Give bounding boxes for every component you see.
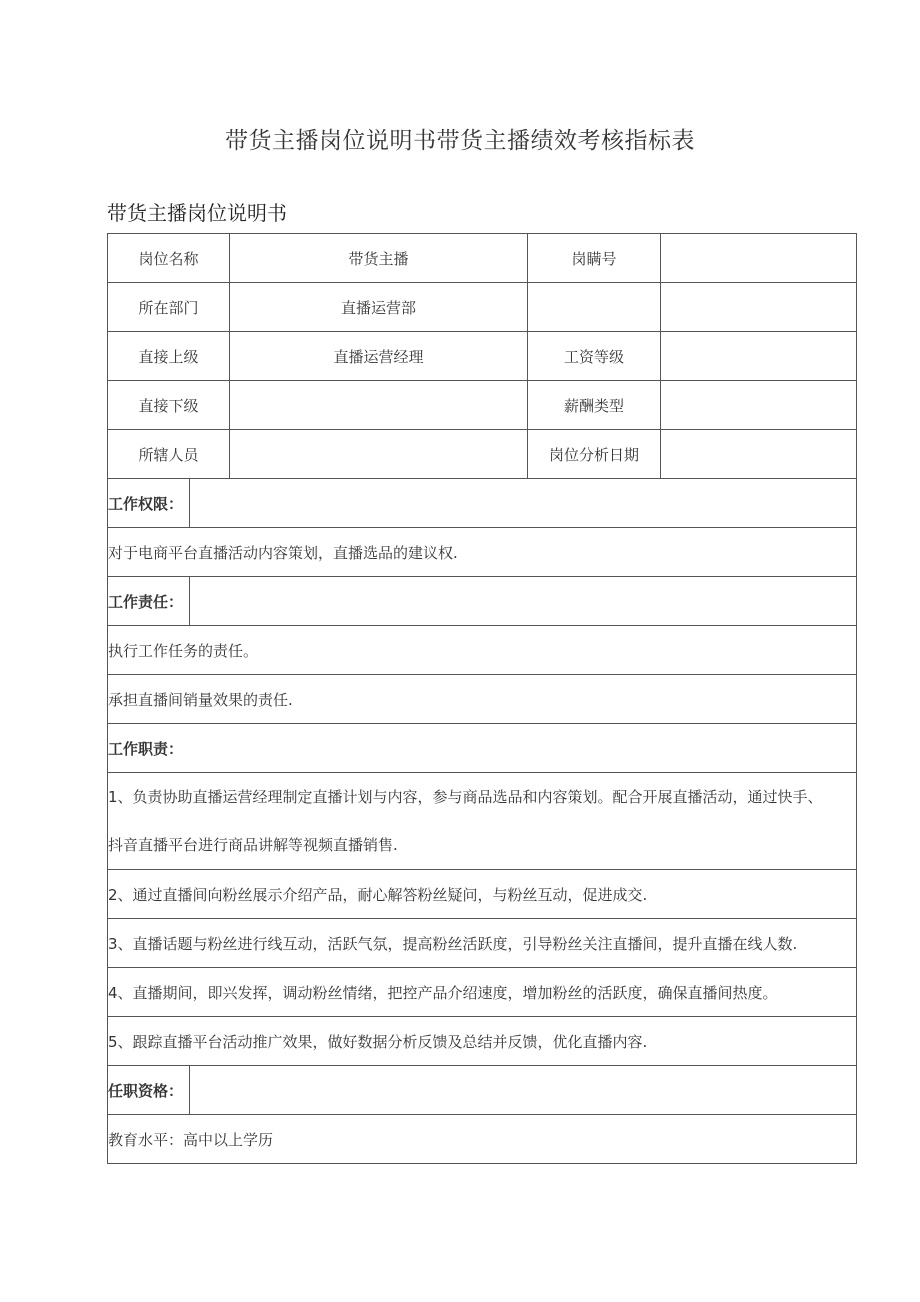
responsibility-item: 承担直播间销量效果的责任. <box>108 675 857 724</box>
empty-cell <box>190 577 857 626</box>
info-row <box>108 381 857 430</box>
text-row <box>108 919 857 968</box>
duty-item: 3、直播话题与粉丝进行线互动，活跃气氛，提高粉丝活跃度，引导粉丝关注直播间，提升直播在线人数. <box>108 919 857 968</box>
empty-cell <box>190 479 857 528</box>
duty-item: 5、跟踪直播平台活动推广效果，做好数据分析反馈及总结并反馈，优化直播内容. <box>108 1017 857 1066</box>
field-value <box>661 381 857 430</box>
info-row <box>108 234 857 283</box>
duty-item-line: 1、负责协助直播运营经理制定直播计划与内容，参与商品选品和内容策划。配合开展直播活动，通过快手、 <box>108 788 823 806</box>
field-label: 岗位分析日期 <box>528 430 661 479</box>
authority-label: 工作权限： <box>108 479 190 528</box>
field-value: 直播运营经理 <box>230 332 528 381</box>
duty-item-line: 抖音直播平台进行商品讲解等视频直播销售. <box>108 836 398 854</box>
text-row <box>108 675 857 724</box>
section-header-row <box>108 479 857 528</box>
field-label: 岗位名称 <box>108 234 230 283</box>
field-label: 工资等级 <box>528 332 661 381</box>
field-value <box>661 283 857 332</box>
info-row <box>108 283 857 332</box>
duty-item <box>108 773 857 870</box>
text-row <box>108 870 857 919</box>
field-label: 薪酬类型 <box>528 381 661 430</box>
field-label <box>528 283 661 332</box>
authority-item: 对于电商平台直播活动内容策划，直播选品的建议权. <box>108 528 857 577</box>
field-label: 所辖人员 <box>108 430 230 479</box>
info-row <box>108 332 857 381</box>
section-header-row <box>108 724 857 773</box>
responsibility-label: 工作责任： <box>108 577 190 626</box>
section-header-row <box>108 577 857 626</box>
text-row <box>108 1017 857 1066</box>
field-label: 直接上级 <box>108 332 230 381</box>
field-value <box>230 430 528 479</box>
field-value <box>661 234 857 283</box>
duties-label: 工作职责： <box>108 724 857 773</box>
duty-item: 2、通过直播间向粉丝展示介绍产品，耐心解答粉丝疑问，与粉丝互动，促进成交. <box>108 870 857 919</box>
info-row <box>108 430 857 479</box>
field-label: 岗瞒号 <box>528 234 661 283</box>
text-row <box>108 528 857 577</box>
field-value: 直播运营部 <box>230 283 528 332</box>
qualification-item: 教育水平：高中以上学历 <box>108 1115 857 1164</box>
text-row <box>108 1115 857 1164</box>
text-row <box>108 968 857 1017</box>
job-description-table <box>107 233 857 1164</box>
field-value: 带货主播 <box>230 234 528 283</box>
field-value <box>230 381 528 430</box>
empty-cell <box>190 1066 857 1115</box>
duty-item: 4、直播期间，即兴发挥，调动粉丝情绪，把控产品介绍速度，增加粉丝的活跃度，确保直播间热度。 <box>108 968 857 1017</box>
field-value <box>661 332 857 381</box>
qualification-label: 任职资格： <box>108 1066 190 1115</box>
responsibility-item: 执行工作任务的责任。 <box>108 626 857 675</box>
text-row <box>108 626 857 675</box>
document-title: 带货主播岗位说明书带货主播绩效考核指标表 <box>225 128 695 154</box>
section-header-row <box>108 1066 857 1115</box>
section-title: 带货主播岗位说明书 <box>107 201 287 225</box>
field-value <box>661 430 857 479</box>
field-label: 直接下级 <box>108 381 230 430</box>
field-label: 所在部门 <box>108 283 230 332</box>
text-row <box>108 773 857 870</box>
